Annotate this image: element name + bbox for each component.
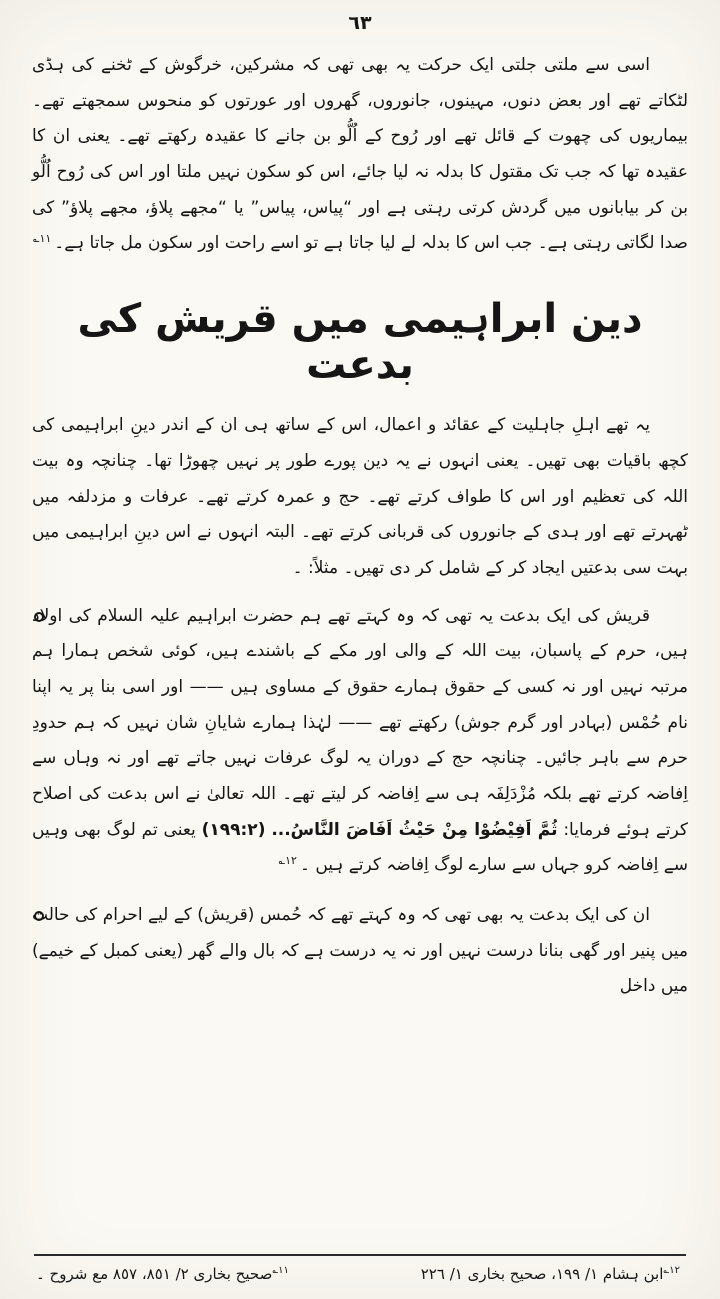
paragraph-intro-text: اسی سے ملتی جلتی ایک حرکت یہ بھی تھی کہ مشرکین، خرگوش کے ٹخنے کی ہڈی لٹکاتے تھے اور بعض دنوں، مہینوں، جانوروں، گھروں اور عورتوں کو منحوس سمجھتے تھے۔ بیماریوں کی چھوت کے قائل تھے اور رُوح کے اُلُّو بن جانے کا عقیدہ رکھتے تھے۔ یعنی ان کا عقیدہ تھا کہ جب تک مقتول کا بدلہ نہ لیا جائے، اس کو سکون نہیں ملتا اور اس کی رُوح اُلُّو بن کر بیابانوں میں گردش کرتی رہتی ہے اور “پیاس، پیاس” یا “مجھے پلاؤ، مجھے پلاؤ” کی صدا لگاتی رہتی ہے۔ جب اس کا بدلہ لے لیا جاتا ہے تو اسے راحت اور سکون مل جاتا ہے۔: [32, 55, 688, 254]
footnote-entry-11-text: صحیح بخاری ٢/ ٨٥١، ٨٥٧ مع شروح ۔: [36, 1265, 273, 1283]
footnote-line: [32, 1265, 688, 1283]
paragraph-intro: [32, 48, 688, 262]
footnote-entry-11-marker: ۱۱؎: [272, 1265, 289, 1276]
paragraph-lead: یہ تھے اہلِ جاہلیت کے عقائد و اعمال، اس کے ساتھ ہی ان کے اندر دینِ ابراہیمی کی کچھ باقیات بھی تھیں۔ یعنی انہوں نے یہ دین پورے طور پر نہیں چھوڑا تھا۔ چنانچہ وہ بیت اللہ کی تعظیم اور اس کا طواف کرتے تھے۔ حج و عمرہ کرتے تھے۔ عرفات و مزدلفہ میں ٹھہرتے تھے اور ہدی کے جانوروں کی قربانی کرتے تھے۔ البتہ انہوں نے اس دینِ ابراہیمی میں بہت سی بدعتیں ایجاد کر کے شامل کر دی تھیں۔ مثلاً: ۔: [32, 415, 688, 578]
footnote-divider: [34, 1254, 686, 1256]
footnote-area: [32, 1244, 688, 1283]
footnote-marker-11: ۱۱؎: [32, 231, 52, 245]
footnote-entry-12-marker: ۱۲؎: [663, 1265, 680, 1276]
list-item-quraysh-innovation-1: [32, 599, 688, 885]
bullet-circle-icon: [34, 911, 44, 921]
footnote-entry-11: [36, 1265, 293, 1283]
list-item-text: [32, 599, 688, 885]
quran-verse: ثُمَّ اَفِيْضُوْا مِنْ حَيْثُ اَفَاضَ النَّاسُ...: [271, 819, 558, 840]
page-number: ٦٣: [348, 12, 372, 34]
list-item-text: ان کی ایک بدعت یہ بھی تھی کہ وہ کہتے تھے کہ حُمس (قریش) کے لیے احرام کی حالت میں پنیر اور گھی بنانا درست نہیں اور نہ یہ درست ہے کہ بال والے گھر (یعنی کمبل کے خیمے) میں داخل: [32, 905, 688, 997]
quran-verse-reference: (١٩٩:٢): [201, 819, 266, 840]
section-heading: دین ابراہیمی میں قریش کی بدعت: [77, 296, 643, 389]
footnote-entry-12-text: ابن ہشام ١/ ١٩٩، صحیح بخاری ١/ ٢٢٦: [420, 1265, 664, 1283]
footnote-entry-12: [421, 1265, 684, 1283]
bullet-circle-icon: [34, 612, 44, 622]
list-item-quraysh-innovation-2: [32, 898, 688, 1005]
footnote-marker-12: ۱۲؎: [278, 853, 297, 867]
bullet1-text-before: قریش کی ایک بدعت یہ تھی کہ وہ کہتے تھے ہم حضرت ابراہیم علیہ السلام کی اولاد ہیں، حرم کے پاسبان، بیت اللہ کے والی اور مکے کے باشندے ہیں، کوئی شخص ہمارا ہم مرتبہ نہیں اور نہ کسی کے حقوق ہمارے حقوق کے مساوی ہیں —— اور اسی بنا پر یہ اپنا نام حُمْس (بہادر اور گرم جوش) رکھتے تھے —— لہٰذا ہمارے شایانِ شان نہیں کہ ہم حدودِ حرم سے باہر جائیں۔ چنانچہ حج کے دوران یہ لوگ عرفات نہیں جاتے تھے اور نہ وہاں سے اِفاضہ کرتے تھے بلکہ مُزْدَلِفَہ ہی سے اِفاضہ کر لیتے تھے۔ اللہ تعالیٰ نے اس بدعت کی اصلاح کرتے ہوئے فرمایا:: [32, 605, 689, 840]
bullet1-text-after: یعنی تم لوگ بھی وہیں سے اِفاضہ کرو جہاں سے سارے لوگ اِفاضہ کرتے ہیں ۔: [32, 819, 688, 876]
